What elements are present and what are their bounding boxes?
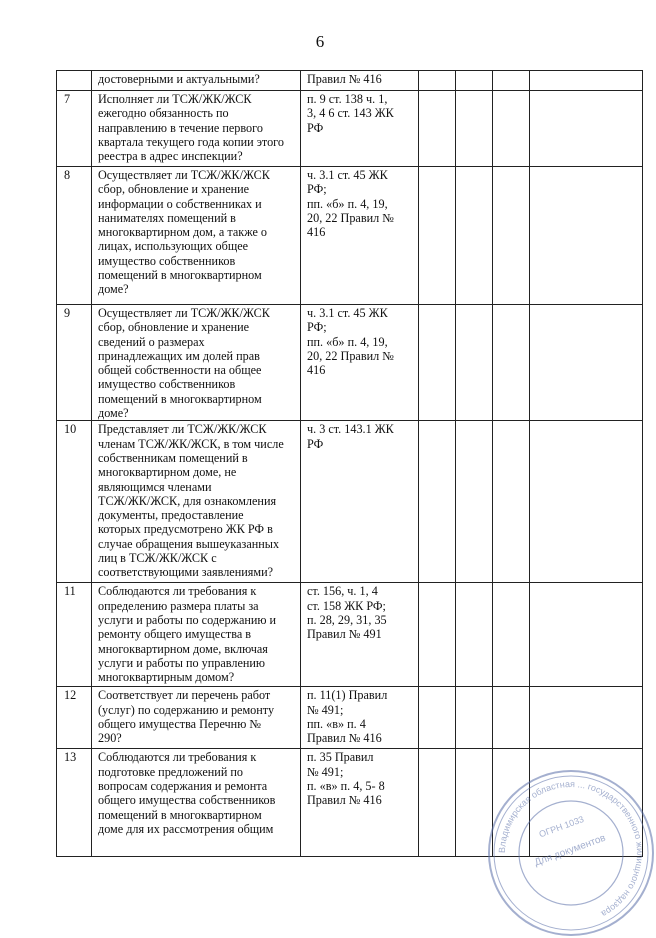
row-legal-basis xyxy=(301,167,419,305)
table-row xyxy=(57,583,643,687)
row-number-text: 7 xyxy=(64,92,71,106)
row-empty-cell xyxy=(456,305,493,421)
row-question-text: Представляет ли ТСЖ/ЖК/ЖСК членам ТСЖ/ЖК/ЖСК, в том числе собственникам помещений в многоквартирном доме, не являющимся членами ТСЖ/ЖК/ЖСК, для ознакомления документы, предоставление которых предусмотрено ЖК РФ в случае обращения вышеуказанных лиц в ТСЖ/ЖК/ЖСК с соответствующими заявлениями? xyxy=(98,422,284,580)
row-number-text: 10 xyxy=(64,422,77,437)
row-legal-basis xyxy=(301,421,419,583)
row-empty-cell xyxy=(419,687,456,749)
row-legal-basis-text: ч. 3.1 ст. 45 ЖК РФ; пп. «б» п. 4, 19, 20, 22 Правил № 416 xyxy=(307,306,394,378)
row-number xyxy=(57,91,92,167)
row-number-text: 13 xyxy=(64,750,77,765)
row-empty-cell xyxy=(419,421,456,583)
row-empty-cell xyxy=(493,167,530,305)
row-empty-cell xyxy=(419,71,456,91)
row-legal-basis-text: Правил № 416 xyxy=(307,72,382,86)
row-number xyxy=(57,71,92,91)
row-empty-cell xyxy=(530,305,643,421)
row-number xyxy=(57,687,92,749)
stamp-inner-text: Для документов xyxy=(533,832,608,869)
row-legal-basis-text: п. 9 ст. 138 ч. 1, 3, 4 6 ст. 143 ЖК РФ xyxy=(307,92,394,135)
row-question-text: Исполняет ли ТСЖ/ЖК/ЖСК ежегодно обязанность по направлению в течение первого квартала текущего года копии этого реестра в адрес инспекции? xyxy=(98,92,284,164)
table-row xyxy=(57,421,643,583)
row-question-text: Соблюдаются ли требования к определению размера платы за услуги и работы по содержанию и ремонту общего имущества в многоквартирном доме, включая услуги и работы по управлению многоквартирным домом? xyxy=(98,584,277,685)
row-empty-cell xyxy=(530,91,643,167)
table-row xyxy=(57,687,643,749)
row-empty-cell xyxy=(419,583,456,687)
row-question-text: Соответствует ли перечень работ (услуг) по содержанию и ремонту общего имущества Перечню № 290? xyxy=(98,688,275,746)
row-empty-cell xyxy=(493,583,530,687)
row-empty-cell xyxy=(456,583,493,687)
row-empty-cell xyxy=(456,91,493,167)
row-empty-cell xyxy=(419,167,456,305)
row-legal-basis xyxy=(301,305,419,421)
page-number: 6 xyxy=(315,32,325,51)
row-empty-cell xyxy=(493,421,530,583)
row-question-text: Соблюдаются ли требования к подготовке предложений по вопросам содержания и ремонта общего имущества собственников помещений в многоквартирном доме для их рассмотрения общим xyxy=(98,750,276,836)
row-empty-cell xyxy=(493,71,530,91)
row-question xyxy=(92,583,301,687)
row-number xyxy=(57,583,92,687)
row-empty-cell xyxy=(419,305,456,421)
row-legal-basis-text: п. 11(1) Правил № 491; пп. «в» п. 4 Правил № 416 xyxy=(307,688,388,746)
row-question xyxy=(92,167,301,305)
table-row xyxy=(57,305,643,421)
row-empty-cell xyxy=(530,71,643,91)
row-empty-cell xyxy=(456,421,493,583)
row-empty-cell xyxy=(530,687,643,749)
row-legal-basis-text: ч. 3 ст. 143.1 ЖК РФ xyxy=(307,422,394,451)
row-empty-cell xyxy=(456,167,493,305)
row-number-text: 11 xyxy=(64,584,76,599)
row-legal-basis xyxy=(301,71,419,91)
table-row xyxy=(57,71,643,91)
table-row xyxy=(57,91,643,167)
row-empty-cell xyxy=(493,91,530,167)
stamp-outer-text: Владимирская областная ... государственного жилищного надзора xyxy=(496,778,646,920)
row-legal-basis xyxy=(301,583,419,687)
stamp-seal xyxy=(486,768,656,938)
row-number xyxy=(57,749,92,857)
row-question xyxy=(92,421,301,583)
row-legal-basis xyxy=(301,749,419,857)
row-number xyxy=(57,421,92,583)
row-legal-basis-text: ст. 156, ч. 1, 4 ст. 158 ЖК РФ; п. 28, 29, 31, 35 Правил № 491 xyxy=(307,584,387,642)
row-legal-basis xyxy=(301,687,419,749)
row-number-text: 12 xyxy=(64,688,77,703)
row-question xyxy=(92,71,301,91)
row-number xyxy=(57,305,92,421)
row-empty-cell xyxy=(493,305,530,421)
row-question xyxy=(92,687,301,749)
row-empty-cell xyxy=(419,749,456,857)
checklist-table xyxy=(56,70,643,857)
row-number xyxy=(57,167,92,305)
row-empty-cell xyxy=(530,583,643,687)
row-legal-basis xyxy=(301,91,419,167)
row-question-text: Осуществляет ли ТСЖ/ЖК/ЖСК сбор, обновление и хранение сведений о размерах принадлежащих им долей прав общей собственности на общее имущество собственников помещений в многоквартирном доме? xyxy=(98,306,270,421)
row-question xyxy=(92,91,301,167)
row-number-text: 9 xyxy=(64,306,71,320)
row-question-text: Осуществляет ли ТСЖ/ЖК/ЖСК сбор, обновление и хранение информации о собственниках и нанимателях помещений в многоквартирном дом, а также о лицах, использующих общее имущество собственников помещений в многоквартирном доме? xyxy=(98,168,270,297)
stamp-center-text: ОГРН 1033 xyxy=(537,813,586,840)
row-empty-cell xyxy=(530,167,643,305)
row-question xyxy=(92,305,301,421)
row-legal-basis-text: п. 35 Правил № 491; п. «в» п. 4, 5- 8 Правил № 416 xyxy=(307,750,385,808)
table-row xyxy=(57,167,643,305)
row-empty-cell xyxy=(456,687,493,749)
row-question xyxy=(92,749,301,857)
row-number-text: 8 xyxy=(64,168,71,182)
row-empty-cell xyxy=(456,71,493,91)
row-question-text: достоверными и актуальными? xyxy=(98,72,260,86)
row-empty-cell xyxy=(530,421,643,583)
row-empty-cell xyxy=(419,91,456,167)
row-empty-cell xyxy=(493,687,530,749)
row-legal-basis-text: ч. 3.1 ст. 45 ЖК РФ; пп. «б» п. 4, 19, 20, 22 Правил № 416 xyxy=(307,168,394,240)
